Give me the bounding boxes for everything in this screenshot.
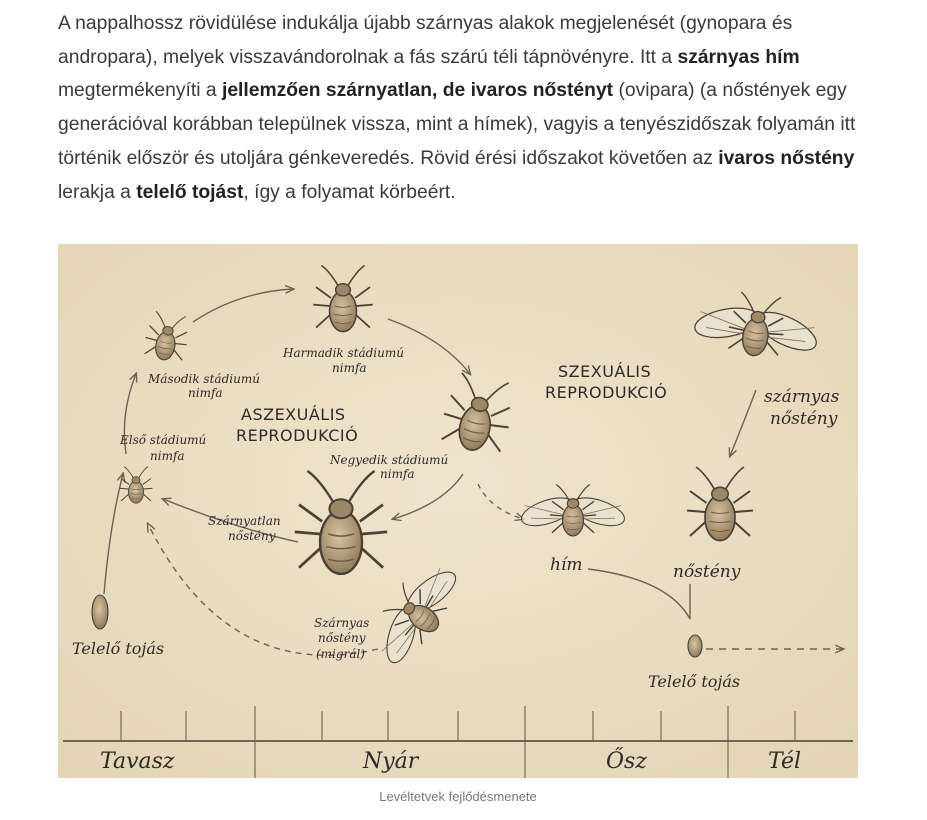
label-stage3-line2: nimfa <box>332 361 367 375</box>
label-stage4-line2: nimfa <box>380 467 415 481</box>
season-label: Ősz <box>606 749 647 774</box>
label-sexual-line1: SZEXUÁLIS <box>558 362 652 381</box>
label-winged-line1: Szárnyas <box>314 616 370 630</box>
label-wingless-line2: nőstény <box>228 529 276 543</box>
text-run: (ovipara) (a nőstények egy generációval korábban települnek vissza, mint a hímek), vagyis a tenyészidőszak folyamán itt történik először és utoljára génkeveredés. Rövid érési időszakot követően az <box>58 80 856 169</box>
lifecycle-illustration <box>58 244 858 778</box>
label-stage4-line1: Negyedik stádiumú <box>330 453 449 467</box>
egg-right-drawing <box>688 635 702 657</box>
label-stage2-line2: nimfa <box>188 386 223 400</box>
bold-overwintering-egg: telelő tojást <box>136 181 244 203</box>
season-label: Tél <box>768 749 802 774</box>
bold-ovipara: ivaros nőstény <box>718 147 855 169</box>
label-asexual-line2: REPRODUKCIÓ <box>236 426 359 445</box>
season-label: Tavasz <box>100 749 175 774</box>
label-stage1-line2: nimfa <box>150 449 185 463</box>
aphid-lifecycle-figure <box>58 244 858 778</box>
label-female: nőstény <box>673 562 741 582</box>
text-run: lerakja a <box>58 181 137 203</box>
label-winged-line3: (migrál) <box>316 647 365 661</box>
label-stage3-line1: Harmadik stádiumú <box>283 346 404 360</box>
label-sexual-line2: REPRODUKCIÓ <box>545 383 668 402</box>
text-run: A nappalhossz rövidülése indukálja újabb szárnyas alakok megjelenését (gynopara és andropara), melyek visszavándorolnak a fás szárú téli tápnövényre. Itt a <box>58 13 793 68</box>
figure-caption: Levéltetvek fejlődésmenete <box>379 789 537 804</box>
label-egg-right: Telelő tojás <box>648 672 741 691</box>
label-winged-female-line1: szárnyas <box>764 387 840 407</box>
description-paragraph <box>58 7 858 209</box>
bold-sexual-female: jellemzően szárnyatlan, de ivaros nőstényt <box>221 80 614 102</box>
label-asexual-line1: ASZEXUÁLIS <box>241 405 346 424</box>
text-run: megtermékenyíti a <box>58 80 222 102</box>
label-winged-female-line2: nőstény <box>770 409 838 429</box>
label-stage1-line1: Első stádiumú <box>120 433 207 447</box>
label-egg-left: Telelő tojás <box>72 639 165 658</box>
bold-winged-male: szárnyas hím <box>677 46 800 68</box>
label-stage2-line1: Második stádiumú <box>148 372 260 386</box>
egg-left-drawing <box>92 595 108 629</box>
label-winged-line2: nőstény <box>318 631 366 645</box>
label-wingless-line1: Szárnyatlan <box>208 514 281 528</box>
label-male: hím <box>550 555 583 575</box>
season-label: Nyár <box>363 749 419 774</box>
text-run: , így a folyamat körbeért. <box>243 181 456 203</box>
